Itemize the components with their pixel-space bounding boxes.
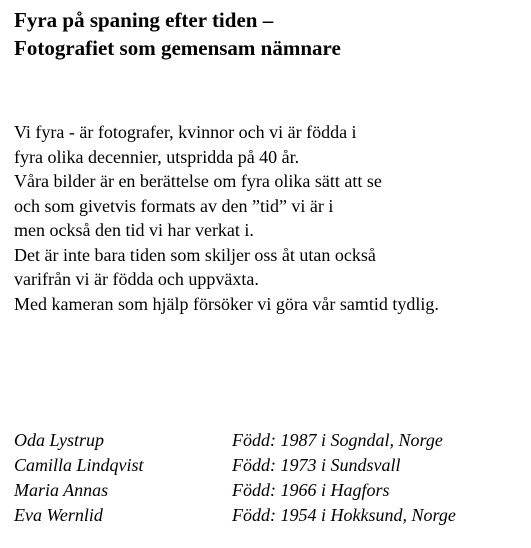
photographer-birth: Född: 1973 i Sundsvall (232, 455, 401, 475)
body-paragraph (14, 120, 439, 316)
body-line-5: men också den tid vi har verkat i. (14, 220, 254, 240)
photographer-name: Oda Lystrup (14, 430, 104, 450)
body-line-6: Det är inte bara tiden som skiljer oss åt utan också (14, 244, 376, 265)
photographer-row (14, 453, 524, 478)
photographer-birth: Född: 1987 i Sogndal, Norge (232, 430, 443, 450)
document-title (14, 6, 341, 62)
title-line-1: Fyra på spaning efter tiden – (14, 8, 274, 32)
photographer-birth: Född: 1966 i Hagfors (232, 480, 390, 500)
title-line-2: Fotografiet som gemensam nämnare (14, 36, 341, 60)
body-line-1: Vi fyra - är fotografer, kvinnor och vi är födda i (14, 122, 357, 142)
photographer-name: Maria Annas (14, 480, 109, 500)
photographer-name: Eva Wernlid (14, 505, 103, 525)
photographer-birth: Född: 1954 i Hokksund, Norge (232, 505, 456, 525)
photographer-row (14, 478, 524, 503)
body-line-7: varifrån vi är födda och uppväxta. (14, 269, 259, 289)
photographer-name: Camilla Lindqvist (14, 455, 144, 475)
body-line-2: fyra olika decennier, utspridda på 40 år. (14, 146, 300, 167)
photographer-row (14, 428, 524, 453)
photographer-list (14, 428, 524, 528)
body-line-4: och som givetvis formats av den ”tid” vi är i (14, 195, 334, 216)
body-line-8: Med kameran som hjälp försöker vi göra vår samtid tydlig. (14, 293, 439, 314)
photographer-row (14, 503, 524, 528)
body-line-3: Våra bilder är en berättelse om fyra olika sätt att se (14, 171, 382, 191)
